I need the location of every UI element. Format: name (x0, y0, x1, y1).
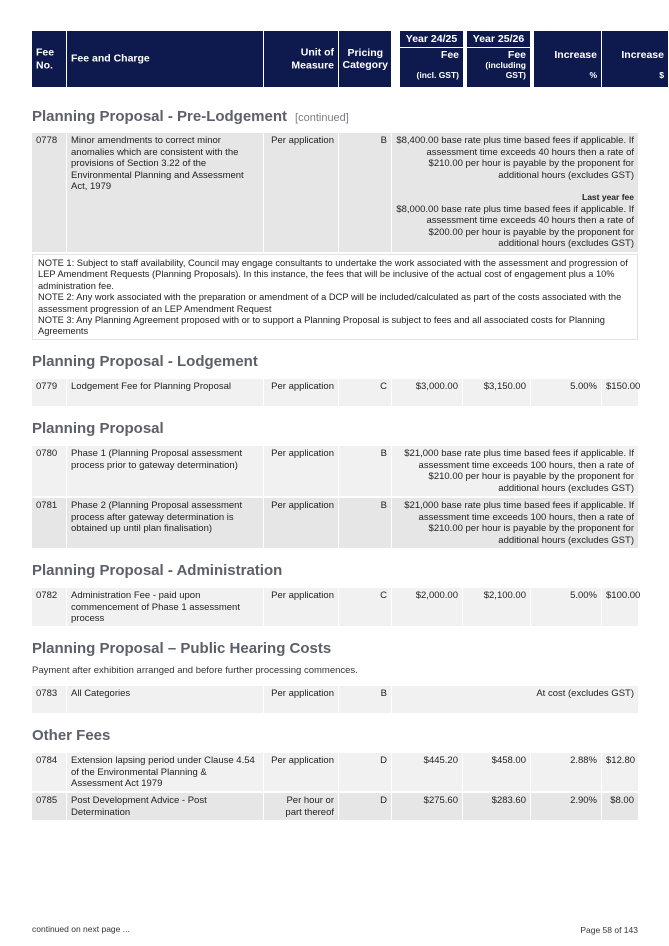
year2-fee: $3,150.00 (463, 379, 530, 406)
section-title-administration: Planning Proposal - Administration (32, 562, 283, 579)
fee-description: Extension lapsing period under Clause 4.54 of the Environmental Planning & Assessment Act 1979 (67, 753, 263, 791)
fee-amount-text: $21,000 base rate plus time based fees if applicable. If assessment time exceeds 100 hours, then a rate of $210.00 per hour is payable by the proponent for additional hours (excludes GST) (392, 498, 638, 548)
header-year1-top: Year 24/25 (400, 31, 463, 48)
increase-amount: $100.00 (602, 588, 638, 626)
fee-amount-block (392, 133, 638, 252)
increase-percent: 2.90% (531, 793, 601, 820)
unit-of-measure: Per application (264, 498, 338, 548)
notes-block (32, 254, 638, 340)
section-title-pre-lodgement-text: Planning Proposal - Pre-Lodgement (32, 108, 288, 125)
increase-percent: 5.00% (531, 379, 601, 406)
table-row (32, 379, 641, 406)
fee-number: 0784 (32, 753, 66, 791)
note-1: NOTE 1: Subject to staff availability, Council may engage consultants to undertake the work associated with the assessment and progression of LEP Amendment Requests (Planning Proposals). In this instance, the fees that will be inclusive of the actual cost of engagement plus a 10% administration fee. (38, 258, 628, 291)
header-increase-pct-label: Increase (554, 49, 597, 61)
table-row (32, 446, 638, 496)
public-hearing-note: Payment after exhibition arranged and before further processing commences. (32, 665, 358, 676)
section-title-public-hearing: Planning Proposal – Public Hearing Costs (32, 640, 332, 657)
pricing-category: D (339, 753, 391, 791)
year2-fee: $458.00 (463, 753, 530, 791)
unit-of-measure: Per application (264, 133, 338, 252)
pricing-category: C (339, 379, 391, 406)
year1-fee: $275.60 (392, 793, 462, 820)
section-title-other-fees: Other Fees (32, 727, 111, 744)
header-increase-pct-unit: % (589, 70, 597, 80)
increase-amount: $12.80 (602, 753, 638, 791)
header-fee-and-charge-label: Fee and Charge (71, 52, 150, 65)
fee-number: 0778 (32, 133, 66, 252)
header-year2-bot: (including GST) (485, 60, 526, 81)
pricing-category: B (339, 446, 391, 496)
fee-description: Phase 1 (Planning Proposal assessment process prior to gateway determination) (67, 446, 263, 496)
unit-of-measure: Per application (264, 588, 338, 626)
section-title-lodgement: Planning Proposal - Lodgement (32, 353, 258, 370)
header-increase-amt (602, 31, 668, 87)
current-fee-text: $8,400.00 base rate plus time based fees if applicable. If assessment time exceeds 40 hours then a rate of $210.00 per hour is payable by the proponent for additional hours (excludes GST) (396, 135, 634, 181)
fee-description: Post Development Advice - Post Determination (67, 793, 263, 820)
pricing-category: B (339, 133, 391, 252)
header-increase-pct (534, 31, 601, 87)
last-year-fee-label: Last year fee (582, 192, 634, 202)
continued-next-page: continued on next page ... (32, 924, 130, 934)
increase-amount: $150.00 (602, 379, 638, 406)
pricing-category: B (339, 686, 391, 713)
header-fee-no (32, 31, 66, 87)
fee-amount-text: $21,000 base rate plus time based fees if applicable. If assessment time exceeds 100 hours, then a rate of $210.00 per hour is payable by the proponent for additional hours (excludes GST) (392, 446, 638, 496)
continued-label: [continued] (295, 112, 349, 124)
fee-number: 0779 (32, 379, 66, 406)
pricing-category: C (339, 588, 391, 626)
section-title-pre-lodgement (32, 108, 349, 125)
year2-fee: $283.60 (463, 793, 530, 820)
fee-description: Lodgement Fee for Planning Proposal (67, 379, 263, 406)
last-year-fee-text: $8,000.00 base rate plus time based fees if applicable. If assessment time exceeds 40 hours then a rate of $200.00 per hour is payable by the proponent for additional hours (excludes GST) (396, 203, 634, 249)
fee-amount-text: At cost (excludes GST) (392, 686, 638, 713)
fee-description: All Categories (67, 686, 263, 713)
table-row (32, 588, 641, 626)
increase-percent: 5.00% (531, 588, 601, 626)
fee-description: Minor amendments to correct minor anomalies which are consistent with the provisions of Section 3.22 of the Environmental Planning and Assessment Act, 1979 (67, 133, 263, 252)
table-row (32, 793, 638, 820)
fee-number: 0785 (32, 793, 66, 820)
unit-of-measure: Per hour or part thereof (264, 793, 338, 820)
fee-description: Administration Fee - paid upon commencement of Phase 1 assessment process (67, 588, 263, 626)
table-row (32, 686, 638, 713)
section-title-planning-proposal: Planning Proposal (32, 420, 164, 437)
header-year-2526 (467, 31, 530, 87)
table-header (32, 31, 664, 87)
year1-fee: $445.20 (392, 753, 462, 791)
header-unit-label: Unit of Measure (291, 46, 334, 71)
page-number: Page 58 of 143 (580, 925, 638, 935)
fee-number: 0782 (32, 588, 66, 626)
header-pricing-category (339, 31, 391, 87)
pricing-category: B (339, 498, 391, 548)
header-unit-of-measure (264, 31, 338, 87)
fee-number: 0780 (32, 446, 66, 496)
year2-fee: $2,100.00 (463, 588, 530, 626)
header-year-2425 (400, 31, 463, 87)
increase-amount: $8.00 (602, 793, 638, 820)
table-row (32, 498, 638, 548)
header-fee-no-label: Fee No. (36, 46, 55, 71)
header-fee-and-charge (67, 31, 263, 87)
fee-number: 0783 (32, 686, 66, 713)
year1-fee: $2,000.00 (392, 588, 462, 626)
header-pricing-label: Pricing Category (342, 46, 388, 71)
increase-percent: 2.88% (531, 753, 601, 791)
header-increase-amt-label: Increase (621, 49, 664, 61)
note-2: NOTE 2: Any work associated with the preparation or amendment of a DCP will be included/calculated as part of the costs associated with the assessment progression of an LEP Amendment Request (38, 292, 622, 314)
note-3: NOTE 3: Any Planning Agreement proposed with or to support a Planning Proposal is subject to fees and all associated costs for Planning Agreements (38, 315, 605, 337)
header-increase-amt-unit: $ (659, 70, 664, 80)
header-year2-mid: Fee (507, 49, 526, 61)
header-year1-bot: (incl. GST) (416, 70, 459, 80)
year1-fee: $3,000.00 (392, 379, 462, 406)
header-year1-mid: Fee (440, 49, 459, 61)
table-row (32, 133, 638, 252)
header-year2-top: Year 25/26 (467, 31, 530, 48)
unit-of-measure: Per application (264, 753, 338, 791)
fee-number: 0781 (32, 498, 66, 548)
unit-of-measure: Per application (264, 446, 338, 496)
pricing-category: D (339, 793, 391, 820)
table-row (32, 753, 638, 791)
unit-of-measure: Per application (264, 686, 338, 713)
unit-of-measure: Per application (264, 379, 338, 406)
fee-description: Phase 2 (Planning Proposal assessment process after gateway determination is obtained up until plan finalisation) (67, 498, 263, 548)
